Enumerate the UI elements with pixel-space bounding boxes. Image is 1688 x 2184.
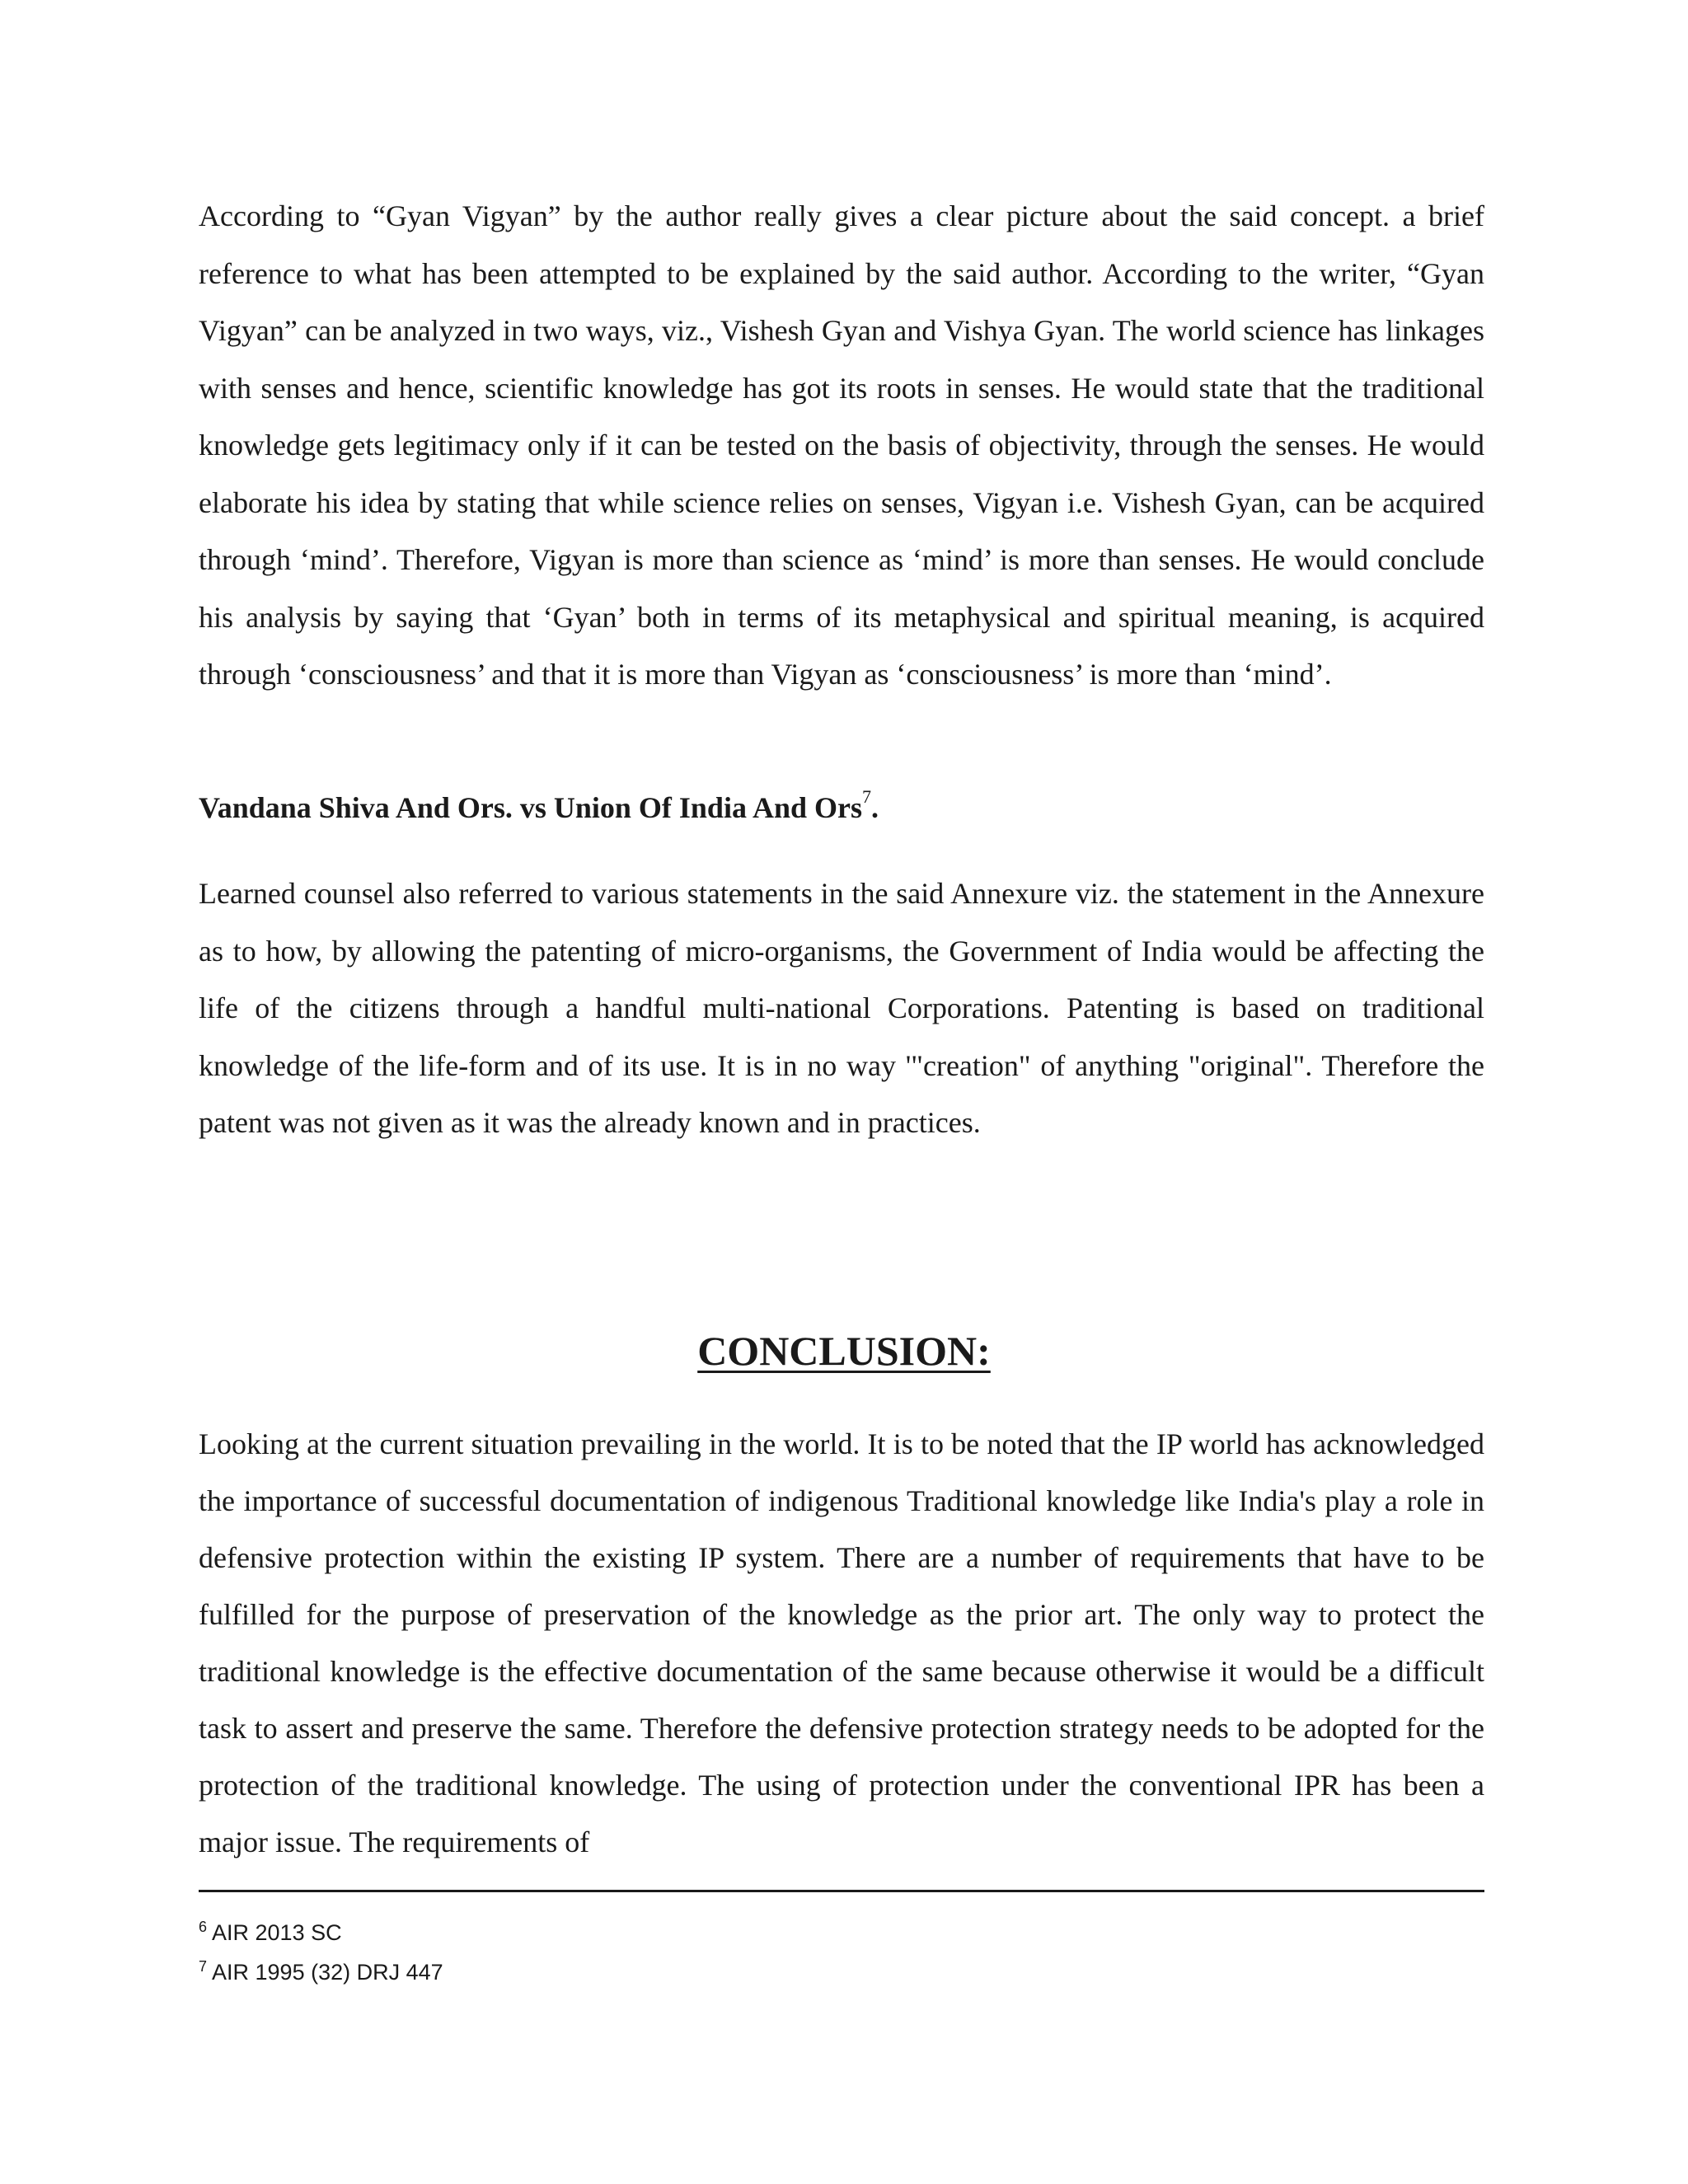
footnotes bbox=[199, 1910, 443, 1990]
footnote-separator bbox=[199, 1890, 1484, 1892]
case-heading bbox=[199, 786, 879, 825]
footnote-text: AIR 1995 (32) DRJ 447 bbox=[212, 1960, 443, 1985]
conclusion-heading: CONCLUSION: bbox=[697, 1328, 991, 1374]
case-heading-text: Vandana Shiva And Ors. vs Union Of India And Ors bbox=[199, 791, 862, 824]
body-paragraph-conclusion: Looking at the current situation prevailing in the world. It is to be noted that the IP world has acknowledged the importance of successful documentation of indigenous Traditional knowledge like India's play a role in defensive protection within the existing IP system. There are a number of requirements that have to be fulfilled for the purpose of preservation of the knowledge as the prior art. The only way to protect the traditional knowledge is the effective documentation of the same because otherwise it would be a difficult task to assert and preserve the same. Therefore the defensive protection strategy needs to be adopted for the protection of the traditional knowledge. The using of protection under the conventional IPR has been a major issue. The requirements of bbox=[199, 1427, 1484, 1858]
footnote-ref-7: 7 bbox=[862, 786, 871, 807]
footnote-6 bbox=[199, 1910, 443, 1950]
body-paragraph-gyan-vigyan: According to “Gyan Vigyan” by the author really gives a clear picture about the said concept. a brief reference to what has been attempted to be explained by the said author. According to the writer, “Gyan Vigyan” can be analyzed in two ways, viz., Vishesh Gyan and Vishya Gyan. The world science has linkages with senses and hence, scientific knowledge has got its roots in senses. He would state that the traditional knowledge gets legitimacy only if it can be tested on the basis of objectivity, through the senses. He would elaborate his idea by stating that while science relies on senses, Vigyan i.e. Vishesh Gyan, can be acquired through ‘mind’. Therefore, Vigyan is more than science as ‘mind’ is more than senses. He would conclude his analysis by saying that ‘Gyan’ both in terms of its metaphysical and spiritual meaning, is acquired through ‘consciousness’ and that it is more than Vigyan as ‘consciousness’ is more than ‘mind’. bbox=[199, 199, 1484, 691]
case-heading-end: . bbox=[871, 791, 879, 824]
footnote-number: 6 bbox=[199, 1919, 208, 1935]
body-paragraph-counsel: Learned counsel also referred to various statements in the said Annexure viz. the statement in the Annexure as to how, by allowing the patenting of micro-organisms, the Government of India would be affecting the life of the citizens through a handful multi-national Corporations. Patenting is based on traditional knowledge of the life-form and of its use. It is in no way '"creation" of anything "original". Therefore the patent was not given as it was the already known and in practices. bbox=[199, 877, 1484, 1139]
footnote-number: 7 bbox=[199, 1958, 208, 1975]
footnote-text: AIR 2013 SC bbox=[212, 1920, 342, 1945]
footnote-7 bbox=[199, 1950, 443, 1990]
